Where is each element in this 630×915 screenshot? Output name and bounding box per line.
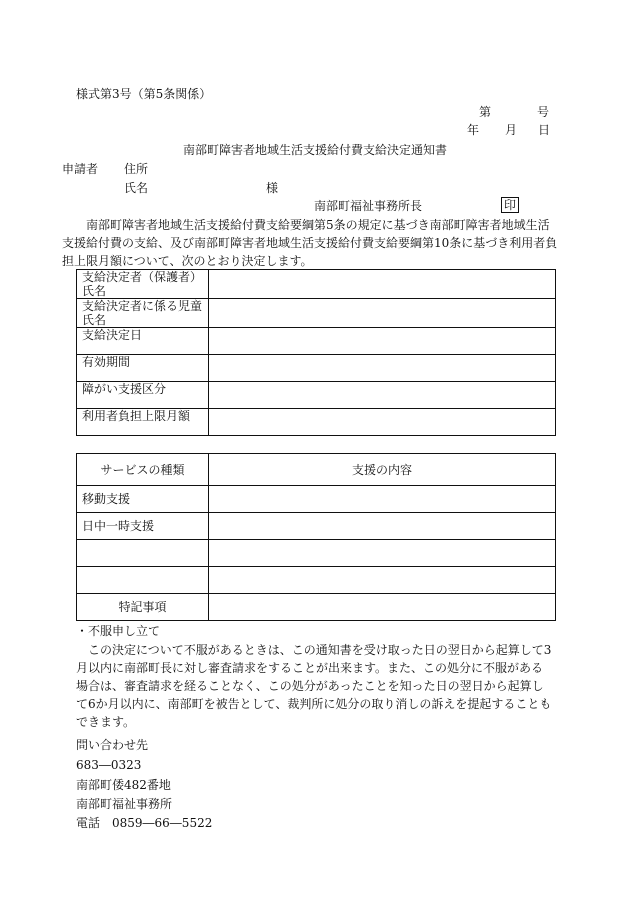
table-row [77, 299, 556, 328]
address-label: 住所 [124, 162, 149, 176]
row-value [209, 409, 556, 436]
decision-table [76, 269, 556, 436]
contact-address: 南部町倭482番地 [76, 778, 171, 792]
row-value [209, 299, 556, 328]
date-day: 日 [538, 123, 551, 137]
number-dai: 第 [479, 105, 492, 119]
table-row [77, 382, 556, 409]
form-label: 様式第3号（第5条関係） [76, 87, 212, 101]
table-row [77, 486, 556, 513]
objection-paragraph: この決定について不服があるときは、この通知書を受け取った日の翌日から起算して3月以内に南部町長に対し審査請求をすることが出来ます。また、この処分に不服がある場合は、審査請求を経ることなく、この処分があったことを知った日の翌日から起算して6か月以内に、南部町を被告として、裁判所に処分の取り消しの訴えを提起することもできます。 [76, 643, 552, 729]
row-label [77, 540, 209, 567]
row-value [209, 594, 556, 621]
header-support-content: 支援の内容 [209, 454, 556, 486]
row-label: 支給決定日 [77, 328, 209, 355]
row-value [209, 540, 556, 567]
row-value [209, 513, 556, 540]
row-label: 日中一時支援 [77, 513, 209, 540]
table-row [77, 270, 556, 299]
row-label: 利用者負担上限月額 [77, 409, 209, 436]
row-label: 特記事項 [77, 594, 209, 621]
row-label: 支給決定者に係る児童氏名 [77, 299, 209, 328]
contact-office: 南部町福祉事務所 [76, 797, 173, 811]
intro-paragraph: 南部町障害者地域生活支援給付費支給要綱第5条の規定に基づき南部町障害者地域生活支援給付費の支給、及び南部町障害者地域生活支援給付費支給要綱第10条に基づき利用者負担上限月額について、次のとおり決定します。 [62, 218, 558, 268]
row-value [209, 355, 556, 382]
table-row [77, 540, 556, 567]
applicant-label: 申請者 [62, 162, 99, 176]
name-label: 氏名 [124, 181, 149, 195]
date-month: 月 [505, 123, 518, 137]
table-row [77, 328, 556, 355]
table-row [77, 594, 556, 621]
row-label: 移動支援 [77, 486, 209, 513]
date-year: 年 [467, 123, 480, 137]
contact-heading: 問い合わせ先 [76, 738, 149, 752]
row-label: 有効期間 [77, 355, 209, 382]
objection-heading: ・不服申し立て [76, 624, 161, 638]
header-service-type: サービスの種類 [77, 454, 209, 486]
seal-mark: 印 [501, 197, 519, 213]
table-header-row [77, 454, 556, 486]
contact-postal: 683―0323 [76, 758, 142, 772]
row-value [209, 328, 556, 355]
row-label: 支給決定者（保護者）氏名 [77, 270, 209, 299]
contact-phone: 電話 0859―66―5522 [76, 816, 213, 830]
row-label [77, 567, 209, 594]
row-value [209, 270, 556, 299]
row-value [209, 382, 556, 409]
document-title: 南部町障害者地域生活支援給付費支給決定通知書 [182, 143, 447, 157]
table-row [77, 567, 556, 594]
table-row [77, 513, 556, 540]
row-value [209, 567, 556, 594]
issuer: 南部町福祉事務所長 [314, 199, 423, 213]
table-row [77, 355, 556, 382]
row-value [209, 486, 556, 513]
table-row [77, 409, 556, 436]
number-go: 号 [537, 105, 550, 119]
sama-label: 様 [266, 181, 279, 195]
service-table [76, 453, 556, 621]
row-label: 障がい支援区分 [77, 382, 209, 409]
